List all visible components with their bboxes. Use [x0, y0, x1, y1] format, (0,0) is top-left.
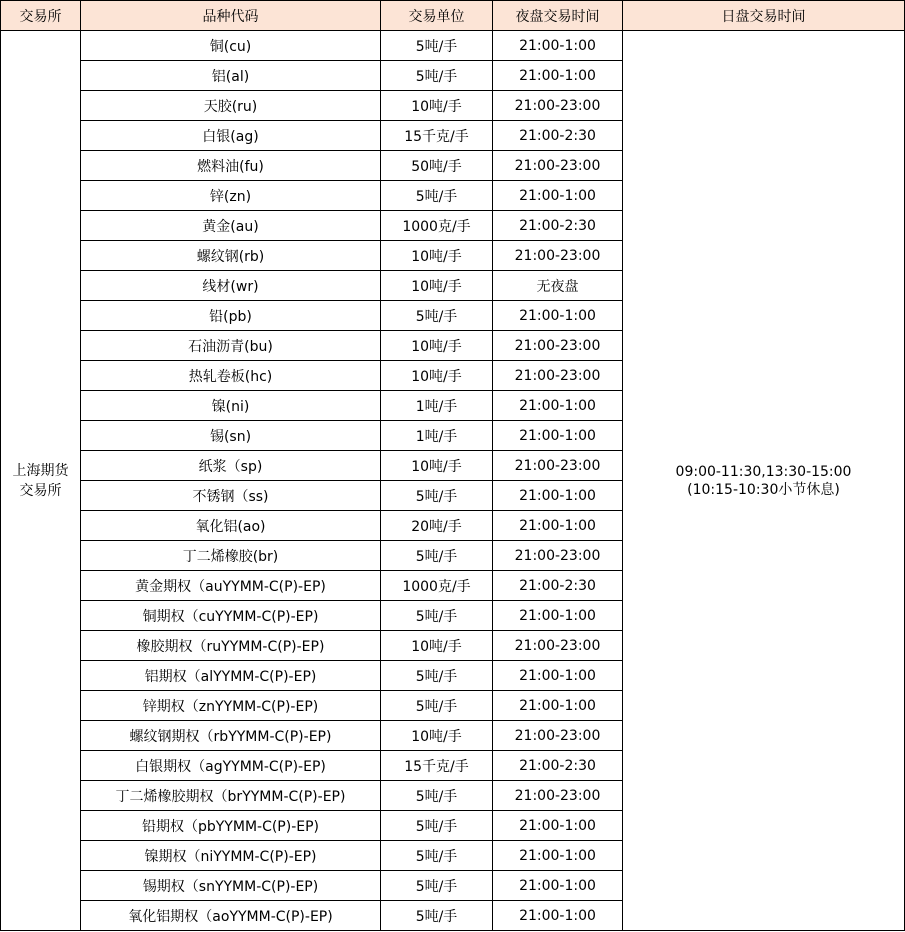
night-hours-cell: 无夜盘 [493, 271, 623, 301]
night-hours-cell: 21:00-23:00 [493, 451, 623, 481]
night-hours-cell: 21:00-1:00 [493, 511, 623, 541]
product-code-cell: 锌(zn) [81, 181, 381, 211]
product-code-cell: 燃料油(fu) [81, 151, 381, 181]
table-body [1, 31, 905, 931]
trading-unit-cell: 5吨/手 [381, 481, 493, 511]
night-hours-cell: 21:00-1:00 [493, 31, 623, 61]
night-hours-cell: 21:00-1:00 [493, 301, 623, 331]
header-trading-unit: 交易单位 [381, 1, 493, 31]
product-code-cell: 螺纹钢期权（rbYYMM-C(P)-EP) [81, 721, 381, 751]
trading-unit-cell: 5吨/手 [381, 661, 493, 691]
table-header [1, 1, 905, 31]
product-code-cell: 丁二烯橡胶期权（brYYMM-C(P)-EP) [81, 781, 381, 811]
night-hours-cell: 21:00-1:00 [493, 661, 623, 691]
product-code-cell: 氧化铝期权（aoYYMM-C(P)-EP) [81, 901, 381, 931]
trading-unit-cell: 5吨/手 [381, 871, 493, 901]
product-code-cell: 铝(al) [81, 61, 381, 91]
exchange-name-line-1: 上海期货 [12, 462, 69, 479]
product-code-cell: 线材(wr) [81, 271, 381, 301]
night-hours-cell: 21:00-1:00 [493, 421, 623, 451]
trading-unit-cell: 10吨/手 [381, 721, 493, 751]
product-code-cell: 铅期权（pbYYMM-C(P)-EP) [81, 811, 381, 841]
trading-unit-cell: 5吨/手 [381, 181, 493, 211]
trading-unit-cell: 1吨/手 [381, 391, 493, 421]
header-night-hours: 夜盘交易时间 [493, 1, 623, 31]
product-code-cell: 铅(pb) [81, 301, 381, 331]
product-code-cell: 白银期权（agYYMM-C(P)-EP) [81, 751, 381, 781]
trading-unit-cell: 5吨/手 [381, 811, 493, 841]
product-code-cell: 天胶(ru) [81, 91, 381, 121]
night-hours-cell: 21:00-2:30 [493, 571, 623, 601]
trading-unit-cell: 10吨/手 [381, 271, 493, 301]
night-hours-cell: 21:00-1:00 [493, 181, 623, 211]
night-hours-cell: 21:00-23:00 [493, 361, 623, 391]
day-hours-cell [623, 31, 905, 931]
product-code-cell: 铜期权（cuYYMM-C(P)-EP) [81, 601, 381, 631]
header-day-hours: 日盘交易时间 [623, 1, 905, 31]
header-row [1, 1, 905, 31]
night-hours-cell: 21:00-2:30 [493, 121, 623, 151]
trading-unit-cell: 10吨/手 [381, 631, 493, 661]
night-hours-cell: 21:00-23:00 [493, 91, 623, 121]
trading-unit-cell: 5吨/手 [381, 691, 493, 721]
trading-unit-cell: 5吨/手 [381, 601, 493, 631]
product-code-cell: 黄金(au) [81, 211, 381, 241]
header-exchange: 交易所 [1, 1, 81, 31]
exchange-cell [1, 31, 81, 931]
product-code-cell: 螺纹钢(rb) [81, 241, 381, 271]
product-code-cell: 橡胶期权（ruYYMM-C(P)-EP) [81, 631, 381, 661]
night-hours-cell: 21:00-23:00 [493, 721, 623, 751]
trading-unit-cell: 50吨/手 [381, 151, 493, 181]
night-hours-cell: 21:00-23:00 [493, 781, 623, 811]
trading-unit-cell: 5吨/手 [381, 901, 493, 931]
night-hours-cell: 21:00-2:30 [493, 751, 623, 781]
night-hours-cell: 21:00-1:00 [493, 871, 623, 901]
trading-unit-cell: 1吨/手 [381, 421, 493, 451]
night-hours-cell: 21:00-23:00 [493, 331, 623, 361]
night-hours-cell: 21:00-1:00 [493, 901, 623, 931]
night-hours-cell: 21:00-23:00 [493, 631, 623, 661]
trading-unit-cell: 1000克/手 [381, 211, 493, 241]
trading-unit-cell: 1000克/手 [381, 571, 493, 601]
trading-unit-cell: 10吨/手 [381, 91, 493, 121]
day-hours-line-1: 09:00-11:30,13:30-15:00 [675, 463, 852, 480]
trading-unit-cell: 5吨/手 [381, 301, 493, 331]
night-hours-cell: 21:00-23:00 [493, 541, 623, 571]
table-row [1, 31, 905, 61]
product-code-cell: 铝期权（alYYMM-C(P)-EP) [81, 661, 381, 691]
product-code-cell: 铜(cu) [81, 31, 381, 61]
product-code-cell: 纸浆（sp) [81, 451, 381, 481]
night-hours-cell: 21:00-1:00 [493, 61, 623, 91]
product-code-cell: 不锈钢（ss) [81, 481, 381, 511]
trading-unit-cell: 5吨/手 [381, 61, 493, 91]
night-hours-cell: 21:00-1:00 [493, 811, 623, 841]
product-code-cell: 锡(sn) [81, 421, 381, 451]
night-hours-cell: 21:00-2:30 [493, 211, 623, 241]
night-hours-cell: 21:00-1:00 [493, 391, 623, 421]
product-code-cell: 氧化铝(ao) [81, 511, 381, 541]
product-code-cell: 锌期权（znYYMM-C(P)-EP) [81, 691, 381, 721]
night-hours-cell: 21:00-23:00 [493, 151, 623, 181]
product-code-cell: 黄金期权（auYYMM-C(P)-EP) [81, 571, 381, 601]
trading-unit-cell: 15千克/手 [381, 751, 493, 781]
night-hours-cell: 21:00-23:00 [493, 241, 623, 271]
night-hours-cell: 21:00-1:00 [493, 691, 623, 721]
product-code-cell: 镍(ni) [81, 391, 381, 421]
exchange-name-line-2: 交易所 [19, 482, 62, 499]
product-code-cell: 白银(ag) [81, 121, 381, 151]
trading-unit-cell: 5吨/手 [381, 31, 493, 61]
trading-unit-cell: 10吨/手 [381, 451, 493, 481]
trading-unit-cell: 10吨/手 [381, 241, 493, 271]
header-product-code: 品种代码 [81, 1, 381, 31]
trading-unit-cell: 10吨/手 [381, 361, 493, 391]
night-hours-cell: 21:00-1:00 [493, 601, 623, 631]
product-code-cell: 镍期权（niYYMM-C(P)-EP) [81, 841, 381, 871]
trading-unit-cell: 5吨/手 [381, 781, 493, 811]
product-code-cell: 丁二烯橡胶(br) [81, 541, 381, 571]
day-hours-line-2: (10:15-10:30小节休息) [687, 481, 840, 498]
product-code-cell: 锡期权（snYYMM-C(P)-EP) [81, 871, 381, 901]
trading-unit-cell: 20吨/手 [381, 511, 493, 541]
night-hours-cell: 21:00-1:00 [493, 481, 623, 511]
trading-unit-cell: 5吨/手 [381, 841, 493, 871]
product-code-cell: 石油沥青(bu) [81, 331, 381, 361]
trading-unit-cell: 10吨/手 [381, 331, 493, 361]
night-hours-cell: 21:00-1:00 [493, 841, 623, 871]
product-code-cell: 热轧卷板(hc) [81, 361, 381, 391]
trading-unit-cell: 5吨/手 [381, 541, 493, 571]
trading-unit-cell: 15千克/手 [381, 121, 493, 151]
